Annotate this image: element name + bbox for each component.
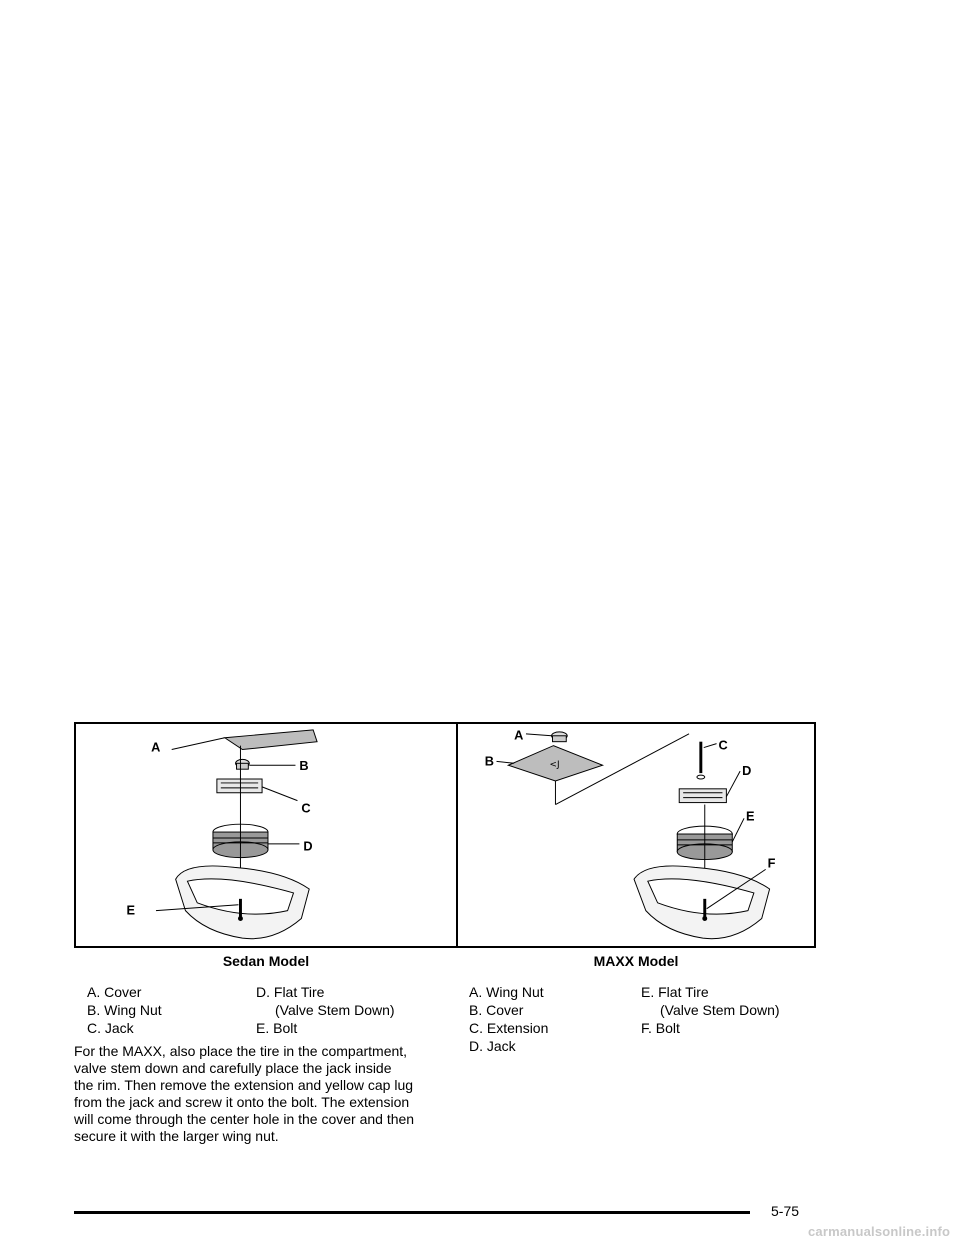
legend-item: E. Bolt bbox=[256, 1020, 298, 1036]
legend-item: E. Flat Tire bbox=[641, 984, 709, 1000]
paragraph-line: secure it with the larger wing nut. bbox=[74, 1128, 279, 1144]
legend-item: C. Extension bbox=[469, 1020, 549, 1036]
legend-item: C. Jack bbox=[87, 1020, 134, 1036]
label-a: A bbox=[514, 727, 524, 743]
wing-nut-part bbox=[236, 759, 250, 769]
extension-part bbox=[697, 742, 705, 779]
wing-nut-part bbox=[552, 732, 568, 742]
compartment-tub bbox=[634, 866, 770, 939]
sedan-exploded-diagram bbox=[76, 724, 456, 946]
footer-rule bbox=[74, 1211, 750, 1214]
jack-part bbox=[217, 779, 262, 793]
label-f: F bbox=[767, 855, 776, 871]
legend-item: B. Cover bbox=[469, 1002, 524, 1018]
legend-item: (Valve Stem Down) bbox=[660, 1002, 780, 1018]
paragraph-line: will come through the center hole in the cover and then bbox=[74, 1111, 415, 1127]
page-number: 5-75 bbox=[771, 1203, 800, 1219]
legend-item: B. Wing Nut bbox=[87, 1002, 162, 1018]
legend-item: (Valve Stem Down) bbox=[275, 1002, 395, 1018]
paragraph-line: For the MAXX, also place the tire in the compartment, bbox=[74, 1043, 408, 1059]
label-c: C bbox=[301, 800, 311, 816]
label-e: E bbox=[126, 902, 136, 918]
label-c: C bbox=[718, 737, 728, 753]
svg-text:<J: <J bbox=[549, 760, 560, 771]
instruction-paragraph bbox=[74, 1043, 446, 1145]
compartment-tub bbox=[176, 866, 310, 939]
cover-part bbox=[508, 746, 602, 781]
maxx-exploded-diagram bbox=[458, 724, 814, 946]
cover-part bbox=[225, 730, 317, 750]
label-d: D bbox=[742, 763, 752, 779]
label-e: E bbox=[746, 808, 755, 824]
maxx-legend-col2 bbox=[641, 983, 780, 1037]
maxx-model-illustration bbox=[456, 722, 816, 948]
sedan-model-illustration bbox=[74, 722, 458, 948]
legend-item: F. Bolt bbox=[641, 1020, 680, 1036]
label-d: D bbox=[303, 838, 313, 854]
maxx-legend-col1 bbox=[469, 983, 548, 1055]
paragraph-line: from the jack and screw it onto the bolt. The extension bbox=[74, 1094, 410, 1110]
paragraph-line: valve stem down and carefully place the jack inside bbox=[74, 1060, 392, 1076]
legend-item: D. Jack bbox=[469, 1038, 516, 1054]
paragraph-line: the rim. Then remove the extension and yellow cap lug bbox=[74, 1077, 414, 1093]
label-b: B bbox=[484, 753, 494, 769]
legend-item: A. Cover bbox=[87, 984, 142, 1000]
sedan-figure-caption: Sedan Model bbox=[222, 953, 310, 969]
watermark: carmanualsonline.info bbox=[808, 1224, 951, 1239]
sedan-legend-col2 bbox=[256, 983, 395, 1037]
label-b: B bbox=[299, 758, 309, 774]
legend-item: D. Flat Tire bbox=[256, 984, 325, 1000]
sedan-legend-col1 bbox=[87, 983, 162, 1037]
label-a: A bbox=[151, 739, 161, 755]
maxx-figure-caption: MAXX Model bbox=[593, 953, 679, 969]
legend-item: A. Wing Nut bbox=[469, 984, 544, 1000]
jack-part bbox=[679, 789, 726, 803]
